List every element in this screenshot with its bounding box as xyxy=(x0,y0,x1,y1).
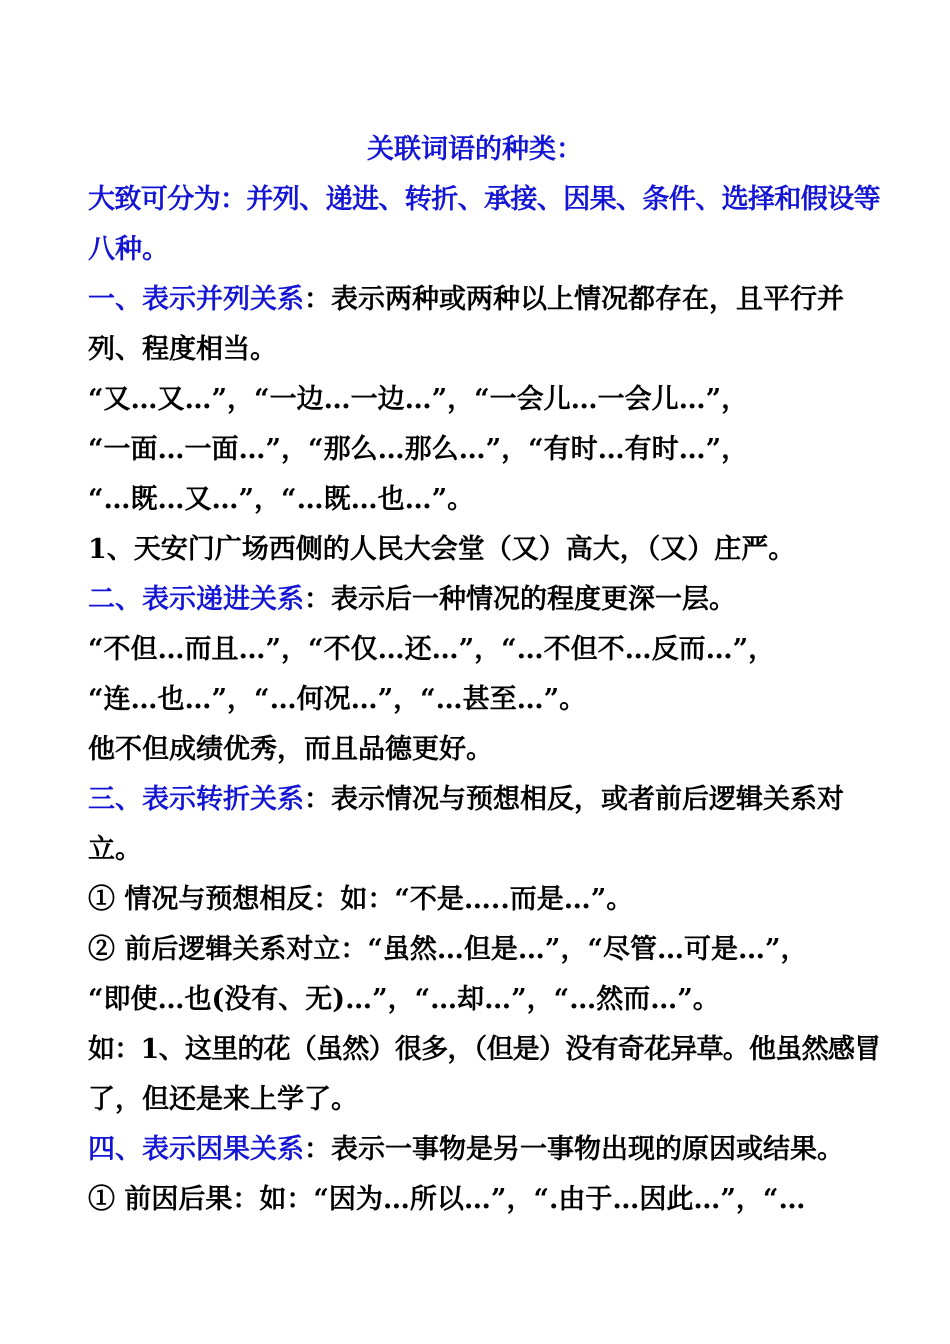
section-2-example: 他不但成绩优秀，而且品德更好。 xyxy=(88,734,493,765)
section-1-example: 1、天安门广场西侧的人民大会堂（又）高大，（又）庄严。 xyxy=(88,534,796,565)
section-3-item-2-cont: “即使…也(没有、无)…”，“…却…”，“…然而…”。 xyxy=(88,984,720,1015)
section-4-heading: 四、表示因果关系 xyxy=(88,1134,304,1165)
page-title: 关联词语的种类： xyxy=(367,134,583,165)
intro-line-1: 大致可分为：并列、递进、转折、承接、因果、条件、选择和假设等 xyxy=(88,184,880,215)
section-2-description: ：表示后一种情况的程度更深一层。 xyxy=(304,584,736,615)
section-1-heading: 一、表示并列关系 xyxy=(88,284,304,315)
section-1-description-cont: 列、程度相当。 xyxy=(88,334,277,365)
section-3-heading-line xyxy=(88,784,844,816)
section-3-item-1: ① 情况与预想相反：如：“不是…..而是…”。 xyxy=(88,884,634,915)
section-2-heading: 二、表示递进关系 xyxy=(88,584,304,615)
section-3-heading: 三、表示转折关系 xyxy=(88,784,304,815)
section-3-description: ：表示情况与预想相反，或者前后逻辑关系对 xyxy=(304,784,844,815)
section-4-heading-line xyxy=(88,1134,844,1166)
section-4-description: ：表示一事物是另一事物出现的原因或结果。 xyxy=(304,1134,844,1165)
section-2-heading-line xyxy=(88,584,736,616)
section-1-words-3: “…既…又…”，“…既…也…”。 xyxy=(88,484,475,515)
section-2-words-1: “不但…而且…”，“不仅…还…”，“…不但不…反而…”， xyxy=(88,634,776,665)
section-3-example-2: 了，但还是来上学了。 xyxy=(88,1084,358,1115)
section-1-words-1: “又…又…”，“一边…一边…”，“一会儿…一会儿…”， xyxy=(88,384,749,415)
section-2-words-2: “连…也…”，“…何况…”，“…甚至…”。 xyxy=(88,684,587,715)
section-1-heading-line xyxy=(88,284,844,316)
section-1-description: ：表示两种或两种以上情况都存在，且平行并 xyxy=(304,284,844,315)
section-3-item-2: ② 前后逻辑关系对立：“虽然…但是…”，“尽管…可是…”， xyxy=(88,934,808,965)
intro-line-2: 八种。 xyxy=(88,234,169,265)
section-3-description-cont: 立。 xyxy=(88,834,142,865)
section-3-example-1: 如：1、这里的花（虽然）很多，（但是）没有奇花异草。他虽然感冒 xyxy=(88,1034,881,1065)
section-4-item-1: ① 前因后果：如：“因为…所以…”，“.由于…因此…”，“… xyxy=(88,1184,806,1215)
section-1-words-2: “一面…一面…”，“那么…那么…”，“有时…有时…”， xyxy=(88,434,749,465)
